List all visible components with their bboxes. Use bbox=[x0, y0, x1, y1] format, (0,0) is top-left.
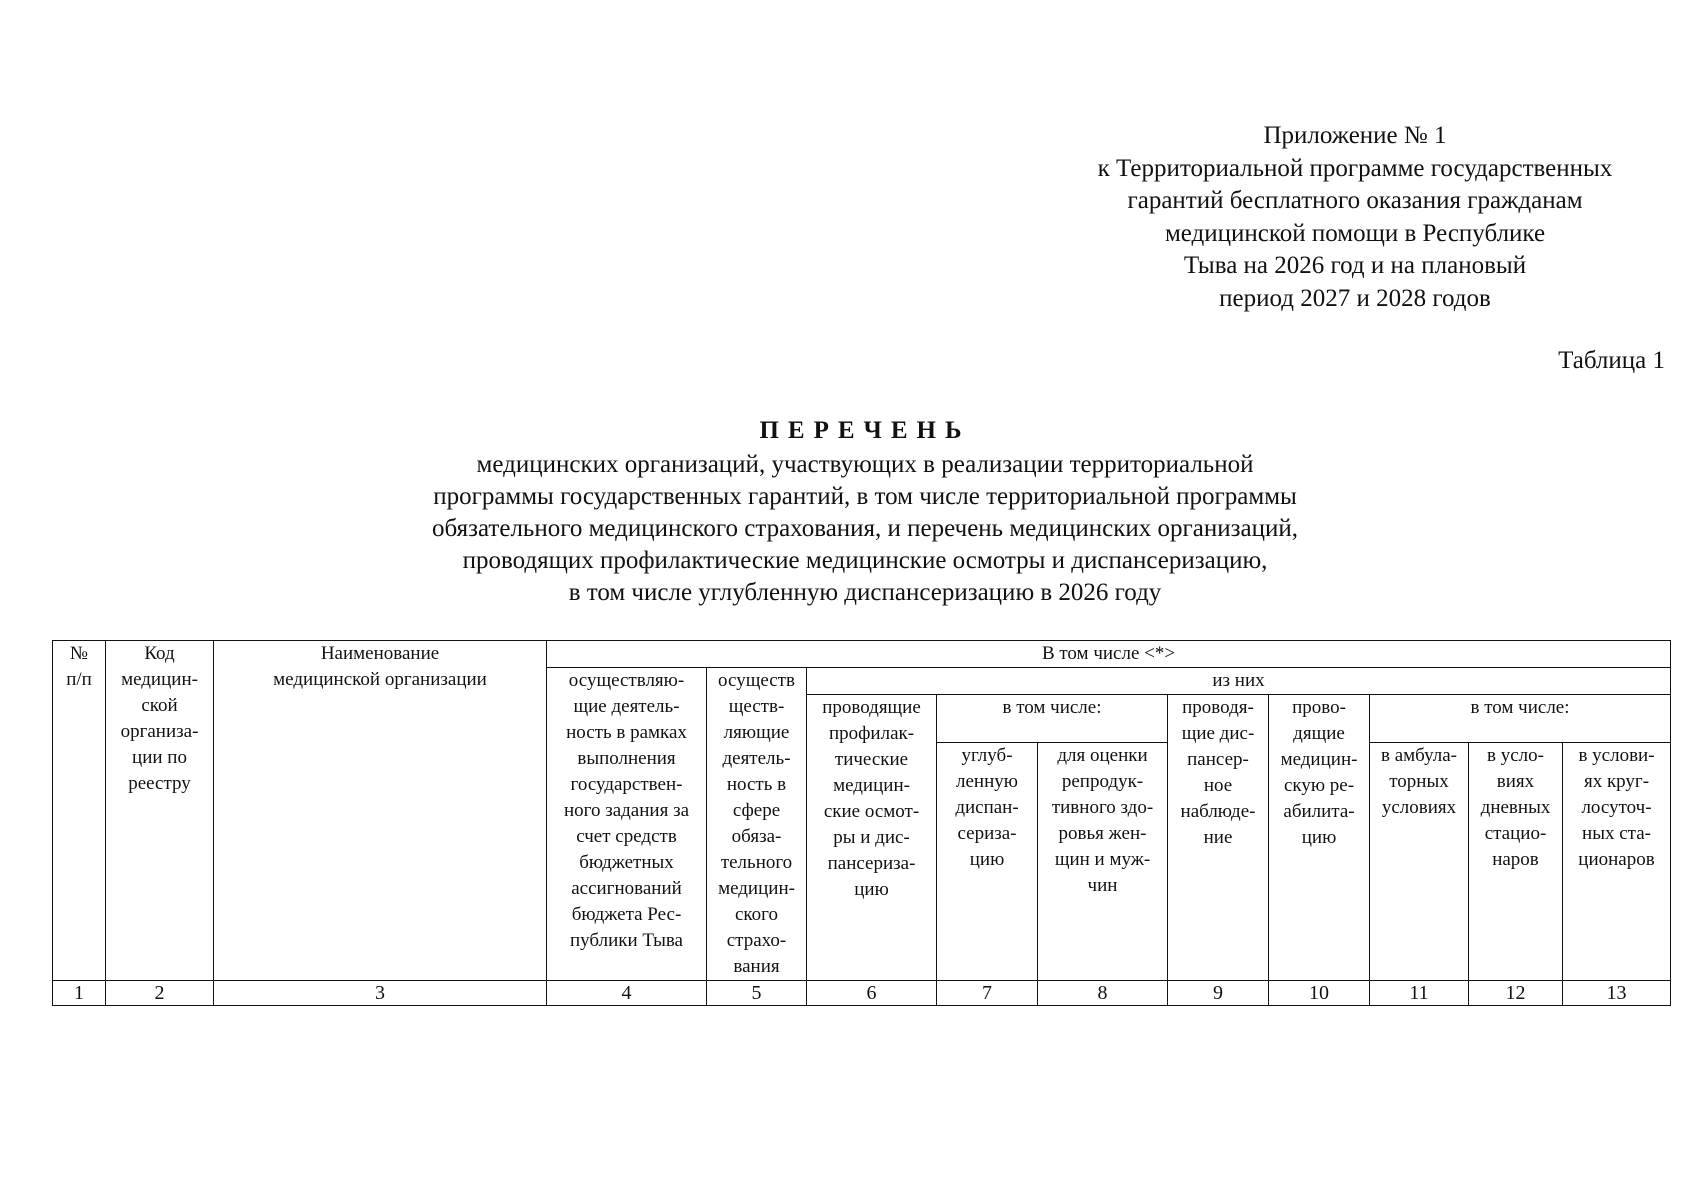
appendix-line: гарантий бесплатного оказания гражданам bbox=[1127, 187, 1583, 214]
column-number: 8 bbox=[1038, 981, 1168, 1006]
subtitle-line: проводящих профилактические медицинские осмотры и диспансеризацию, bbox=[462, 547, 1268, 574]
header-group-including: В том числе <*> bbox=[547, 641, 1671, 668]
appendix-line: период 2027 и 2028 годов bbox=[1219, 284, 1491, 312]
column-number: 12 bbox=[1469, 981, 1563, 1006]
column-number: 3 bbox=[214, 981, 547, 1006]
appendix-block bbox=[1040, 120, 1670, 315]
column-number: 9 bbox=[1168, 981, 1269, 1006]
header-dispensary-observation: проводя- щие дис- пансер- ное наблюде- ние bbox=[1168, 695, 1269, 981]
column-number: 5 bbox=[707, 981, 807, 1006]
header-row-number: № п/п bbox=[53, 641, 106, 981]
appendix-line: Приложение № 1 bbox=[1263, 122, 1447, 149]
document-subtitle bbox=[0, 449, 1697, 609]
appendix-line: Тыва на 2026 год и на плановый bbox=[1183, 252, 1527, 279]
column-number-row bbox=[53, 981, 1671, 1006]
header-day-hospital: в усло- виях дневных стацио- наров bbox=[1469, 743, 1563, 981]
header-state-assignment: осуществляю- щие деятель- ность в рамках выполнения государствен- ного задания за счет средств бюджетных ассигнований бюджета Рес- публики Тыва bbox=[547, 668, 707, 981]
document-title: ПЕРЕЧЕНЬ bbox=[759, 417, 971, 444]
appendix-line: медицинской помощи в Республике bbox=[1164, 219, 1546, 247]
subtitle-line: программы государственных гарантий, в том числе территориальной программы bbox=[433, 483, 1297, 510]
subtitle-line: медицинских организаций, участвующих в реализации территориальной bbox=[476, 451, 1254, 478]
header-round-the-clock-hospital: в услови- ях круг- лосуточ- ных ста- ционаров bbox=[1563, 743, 1671, 981]
column-number: 2 bbox=[106, 981, 214, 1006]
table-label: Таблица 1 bbox=[1558, 347, 1665, 374]
header-in-depth-screening: углуб- ленную диспан- сериза- цию bbox=[937, 743, 1038, 981]
registry-table bbox=[52, 640, 1671, 1006]
header-outpatient: в амбула- торных условиях bbox=[1370, 743, 1469, 981]
header-group-including-a: в том числе: bbox=[937, 695, 1168, 743]
column-number: 1 bbox=[53, 981, 106, 1006]
appendix-line: к Территориальной программе государственных bbox=[1097, 154, 1613, 182]
column-number: 11 bbox=[1370, 981, 1469, 1006]
column-number: 6 bbox=[807, 981, 937, 1006]
header-group-including-b: в том числе: bbox=[1370, 695, 1671, 743]
column-number: 4 bbox=[547, 981, 707, 1006]
header-compulsory-insurance: осуществ ществ- ляющие деятель- ность в сфере обяза- тельного медицин- ского страхо- вания bbox=[707, 668, 807, 981]
header-reproductive-health: для оценки репродук- тивного здо- ровья жен- щин и муж- чин bbox=[1038, 743, 1168, 981]
column-number: 10 bbox=[1269, 981, 1370, 1006]
column-number: 13 bbox=[1563, 981, 1671, 1006]
header-org-code: Код медицин- ской организа- ции по реестру bbox=[106, 641, 214, 981]
header-group-of-them: из них bbox=[807, 668, 1671, 695]
header-org-name: Наименование медицинской организации bbox=[214, 641, 547, 981]
subtitle-line: обязательного медицинского страхования, и перечень медицинских организаций, bbox=[432, 515, 1298, 542]
subtitle-line: в том числе углубленную диспансеризацию в 2026 году bbox=[568, 579, 1162, 606]
header-preventive-exams: проводящие профилак- тические медицин- ские осмот- ры и дис- пансериза- цию bbox=[807, 695, 937, 981]
header-rehabilitation: прово- дящие медицин- скую ре- абилита- цию bbox=[1269, 695, 1370, 981]
column-number: 7 bbox=[937, 981, 1038, 1006]
